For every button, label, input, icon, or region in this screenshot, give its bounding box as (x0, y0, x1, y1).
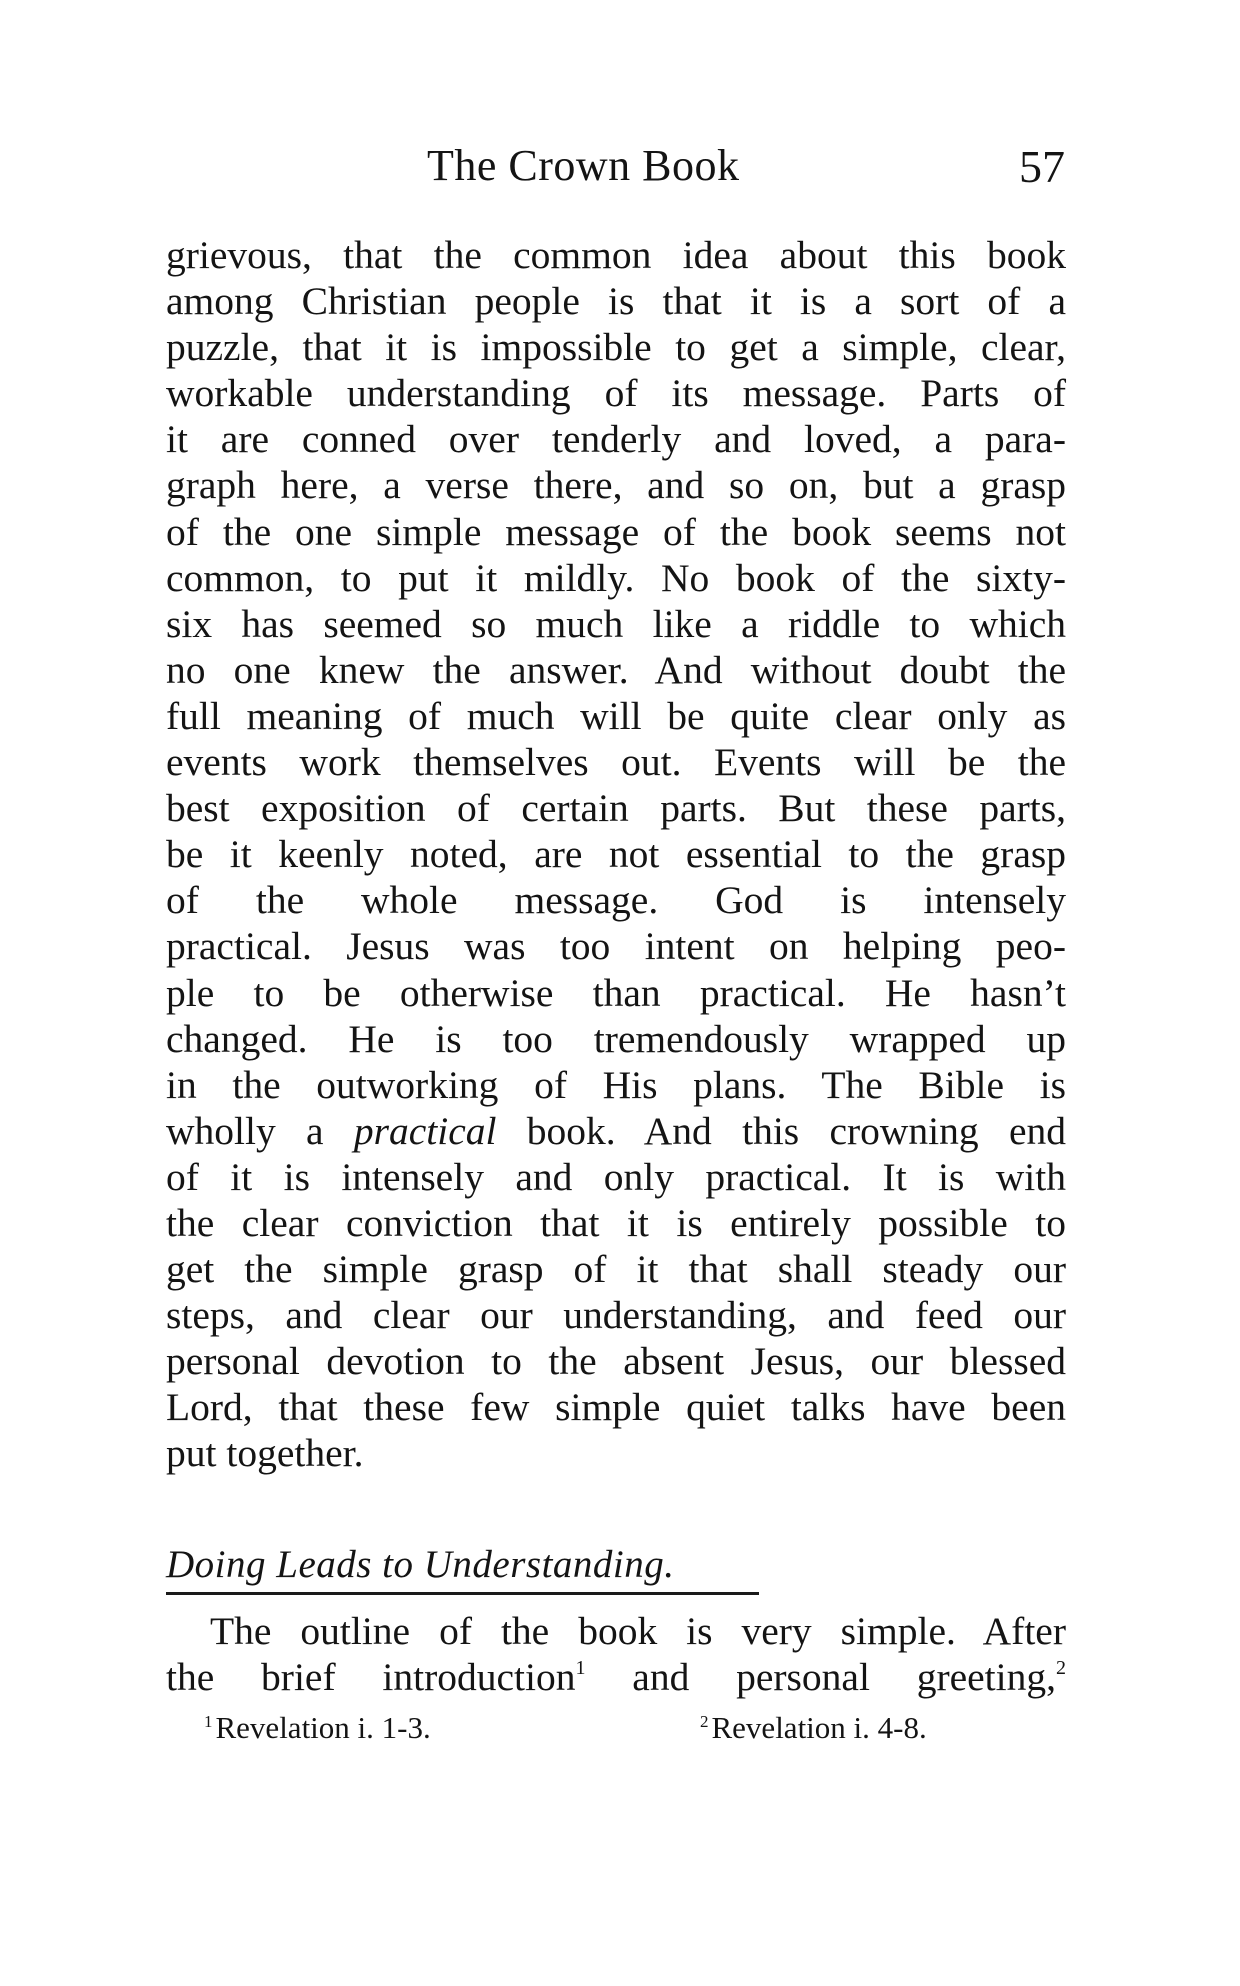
body-paragraph (166, 232, 1066, 1477)
footnote-mark: 2 (700, 1712, 709, 1731)
heading-underline (166, 1592, 759, 1595)
footnote-2 (700, 1710, 927, 1746)
section-heading: Doing Leads to Understanding. (166, 1543, 675, 1586)
text-line: ple to be otherwise than practical. He hasn’t (166, 970, 1066, 1015)
footnotes (166, 1710, 1066, 1754)
footnote-text: Revelation i. 4-8. (711, 1710, 927, 1745)
footnote-mark: 1 (204, 1712, 213, 1731)
text-fragment: book. And this crowning end (496, 1108, 1066, 1153)
text-line: personal devotion to the absent Jesus, our blessed (166, 1339, 1066, 1384)
text-line: events work themselves out. Events will be the (166, 740, 1066, 785)
text-line: the clear conviction that it is entirely possible to (166, 1200, 1066, 1245)
footnote-text: Revelation i. 1-3. (215, 1710, 431, 1745)
text-line: of it is intensely and only practical. It is with (166, 1154, 1066, 1199)
second-paragraph (166, 1608, 1066, 1700)
running-head (165, 140, 1065, 200)
text-line: workable understanding of its message. Parts of (166, 371, 1066, 416)
text-fragment: and personal greeting, (585, 1655, 1057, 1699)
text-line: common, to put it mildly. No book of the sixty- (166, 555, 1066, 600)
text-line: get the simple grasp of it that shall steady our (166, 1247, 1066, 1292)
text-line-with-emphasis (166, 1108, 1066, 1154)
page-number: 57 (1019, 141, 1065, 192)
text-line-last: put together. (166, 1431, 364, 1476)
text-line: steps, and clear our understanding, and feed our (166, 1293, 1066, 1338)
text-line: among Christian people is that it is a sort of a (166, 279, 1066, 324)
text-line: Lord, that these few simple quiet talks have been (166, 1385, 1066, 1430)
text-line-with-refs (166, 1654, 1066, 1700)
footnote-1 (204, 1710, 431, 1746)
text-line: changed. He is too tremendously wrapped up (166, 1016, 1066, 1061)
text-line: six has seemed so much like a riddle to which (166, 601, 1066, 646)
running-title: The Crown Book (427, 141, 740, 190)
emphasis-practical: practical (353, 1108, 497, 1153)
text-line: best exposition of certain parts. But these parts, (166, 786, 1066, 831)
text-line: The outline of the book is very simple. After (210, 1609, 1066, 1653)
text-line: puzzle, that it is impossible to get a simple, clear, (166, 325, 1066, 370)
footnote-reference-2: 2 (1056, 1657, 1067, 1679)
text-line: practical. Jesus was too intent on helping peo- (166, 924, 1066, 969)
text-line: of the one simple message of the book seems not (166, 509, 1066, 554)
text-line: full meaning of much will be quite clear only as (166, 693, 1066, 738)
text-fragment: the brief introduction (166, 1655, 576, 1699)
text-line: no one knew the answer. And without doubt the (166, 647, 1066, 692)
text-line: be it keenly noted, are not essential to the grasp (166, 832, 1066, 877)
text-line: graph here, a verse there, and so on, but a grasp (166, 463, 1066, 508)
text-line: of the whole message. God is intensely (166, 878, 1066, 923)
text-line: it are conned over tenderly and loved, a para- (166, 417, 1066, 462)
footnote-reference-1: 1 (575, 1657, 586, 1679)
text-line: in the outworking of His plans. The Bible is (166, 1062, 1066, 1107)
text-line: grievous, that the common idea about this book (166, 233, 1066, 277)
text-fragment: wholly a (166, 1108, 354, 1153)
